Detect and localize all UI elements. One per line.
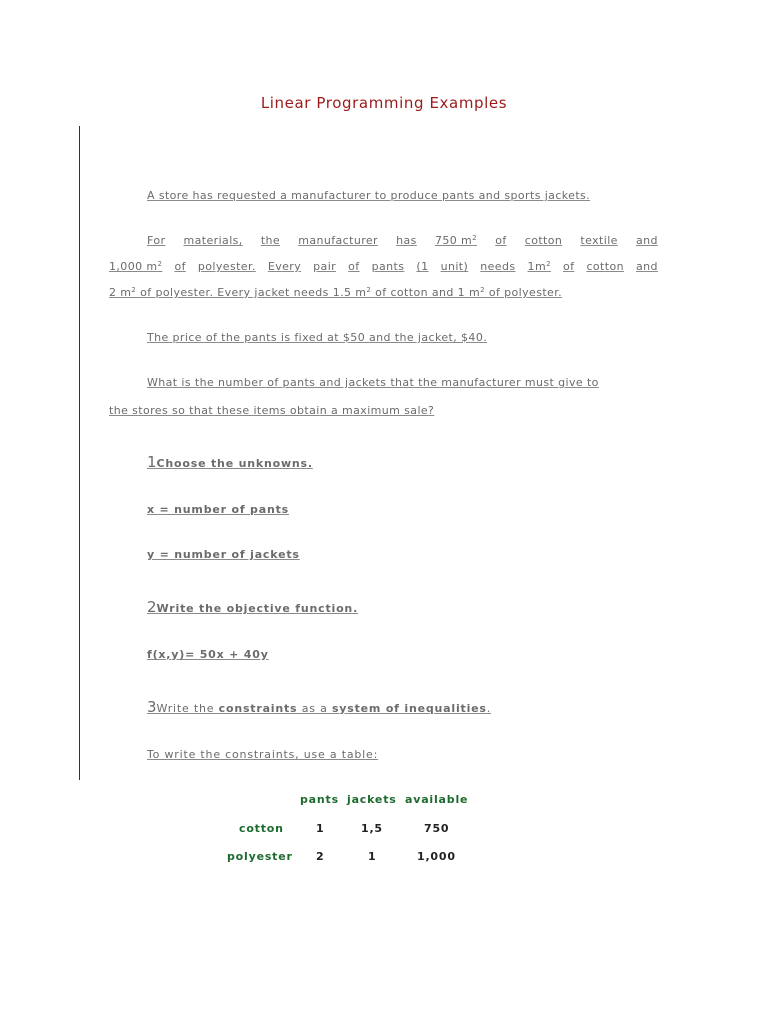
table-header-available: available xyxy=(405,793,469,806)
word: pair xyxy=(313,260,337,273)
step-number: 2 xyxy=(147,598,157,616)
word: cotton xyxy=(586,260,624,273)
materials-line-2 xyxy=(109,260,658,273)
word: materials, xyxy=(183,234,243,247)
step-number: 3 xyxy=(147,698,157,716)
word: unit) xyxy=(440,260,469,273)
variable-x: x = number of pants xyxy=(147,503,289,516)
table-cell: 2 xyxy=(316,850,325,863)
word: textile xyxy=(580,234,618,247)
table-cell: 1 xyxy=(368,850,377,863)
table-cell: 1,000 xyxy=(417,850,456,863)
word: Every xyxy=(267,260,302,273)
variable-y: y = number of jackets xyxy=(147,548,300,561)
word: and xyxy=(635,234,658,247)
step-3-heading: 3Write the constraints as a system of inequalities. xyxy=(147,698,492,716)
word: 750 $m^2$ xyxy=(434,234,478,247)
word: and xyxy=(636,260,658,273)
question-line-2: the stores so that these items obtain a maximum sale? xyxy=(109,404,435,417)
objective-function: f(x,y)= 50x + 40y xyxy=(147,648,269,661)
word: $1m^2$ xyxy=(527,260,551,273)
materials-line-1 xyxy=(147,234,658,247)
word: (1 xyxy=(416,260,429,273)
price-paragraph: The price of the pants is fixed at $50 and the jacket, $40. xyxy=(147,331,488,344)
materials-line-3: 2 $m^2$ of polyester. Every jacket needs 1.5 $m^2$ of cotton and 1 $m^2$ of polyester. xyxy=(109,286,563,299)
table-intro: To write the constraints, use a table: xyxy=(147,748,379,761)
word: pants xyxy=(371,260,405,273)
table-header-jackets: jackets xyxy=(347,793,397,806)
word: cotton xyxy=(524,234,563,247)
table-cell: 1 xyxy=(316,822,325,835)
margin-rule xyxy=(79,126,80,780)
word: of xyxy=(174,260,186,273)
word: For xyxy=(147,234,166,247)
word: has xyxy=(396,234,417,247)
question-line-1: What is the number of pants and jackets that the manufacturer must give to xyxy=(147,376,599,389)
word: polyester. xyxy=(197,260,256,273)
intro-paragraph: A store has requested a manufacturer to produce pants and sports jackets. xyxy=(147,189,591,202)
word: of xyxy=(348,260,360,273)
word: the xyxy=(260,234,281,247)
word: needs xyxy=(480,260,516,273)
table-row-label-polyester: polyester xyxy=(227,850,293,863)
page-title: Linear Programming Examples xyxy=(260,94,508,112)
word: manufacturer xyxy=(298,234,378,247)
word: of xyxy=(495,234,507,247)
word: 1,000 $m^2$ xyxy=(109,260,163,273)
word: of xyxy=(562,260,575,273)
step-1-heading: 1Choose the unknowns. xyxy=(147,453,313,471)
table-cell: 1,5 xyxy=(361,822,383,835)
table-cell: 750 xyxy=(424,822,450,835)
step-2-heading: 2Write the objective function. xyxy=(147,598,359,616)
table-header-pants: pants xyxy=(300,793,339,806)
table-row-label-cotton: cotton xyxy=(239,822,284,835)
step-number: 1 xyxy=(147,453,157,471)
